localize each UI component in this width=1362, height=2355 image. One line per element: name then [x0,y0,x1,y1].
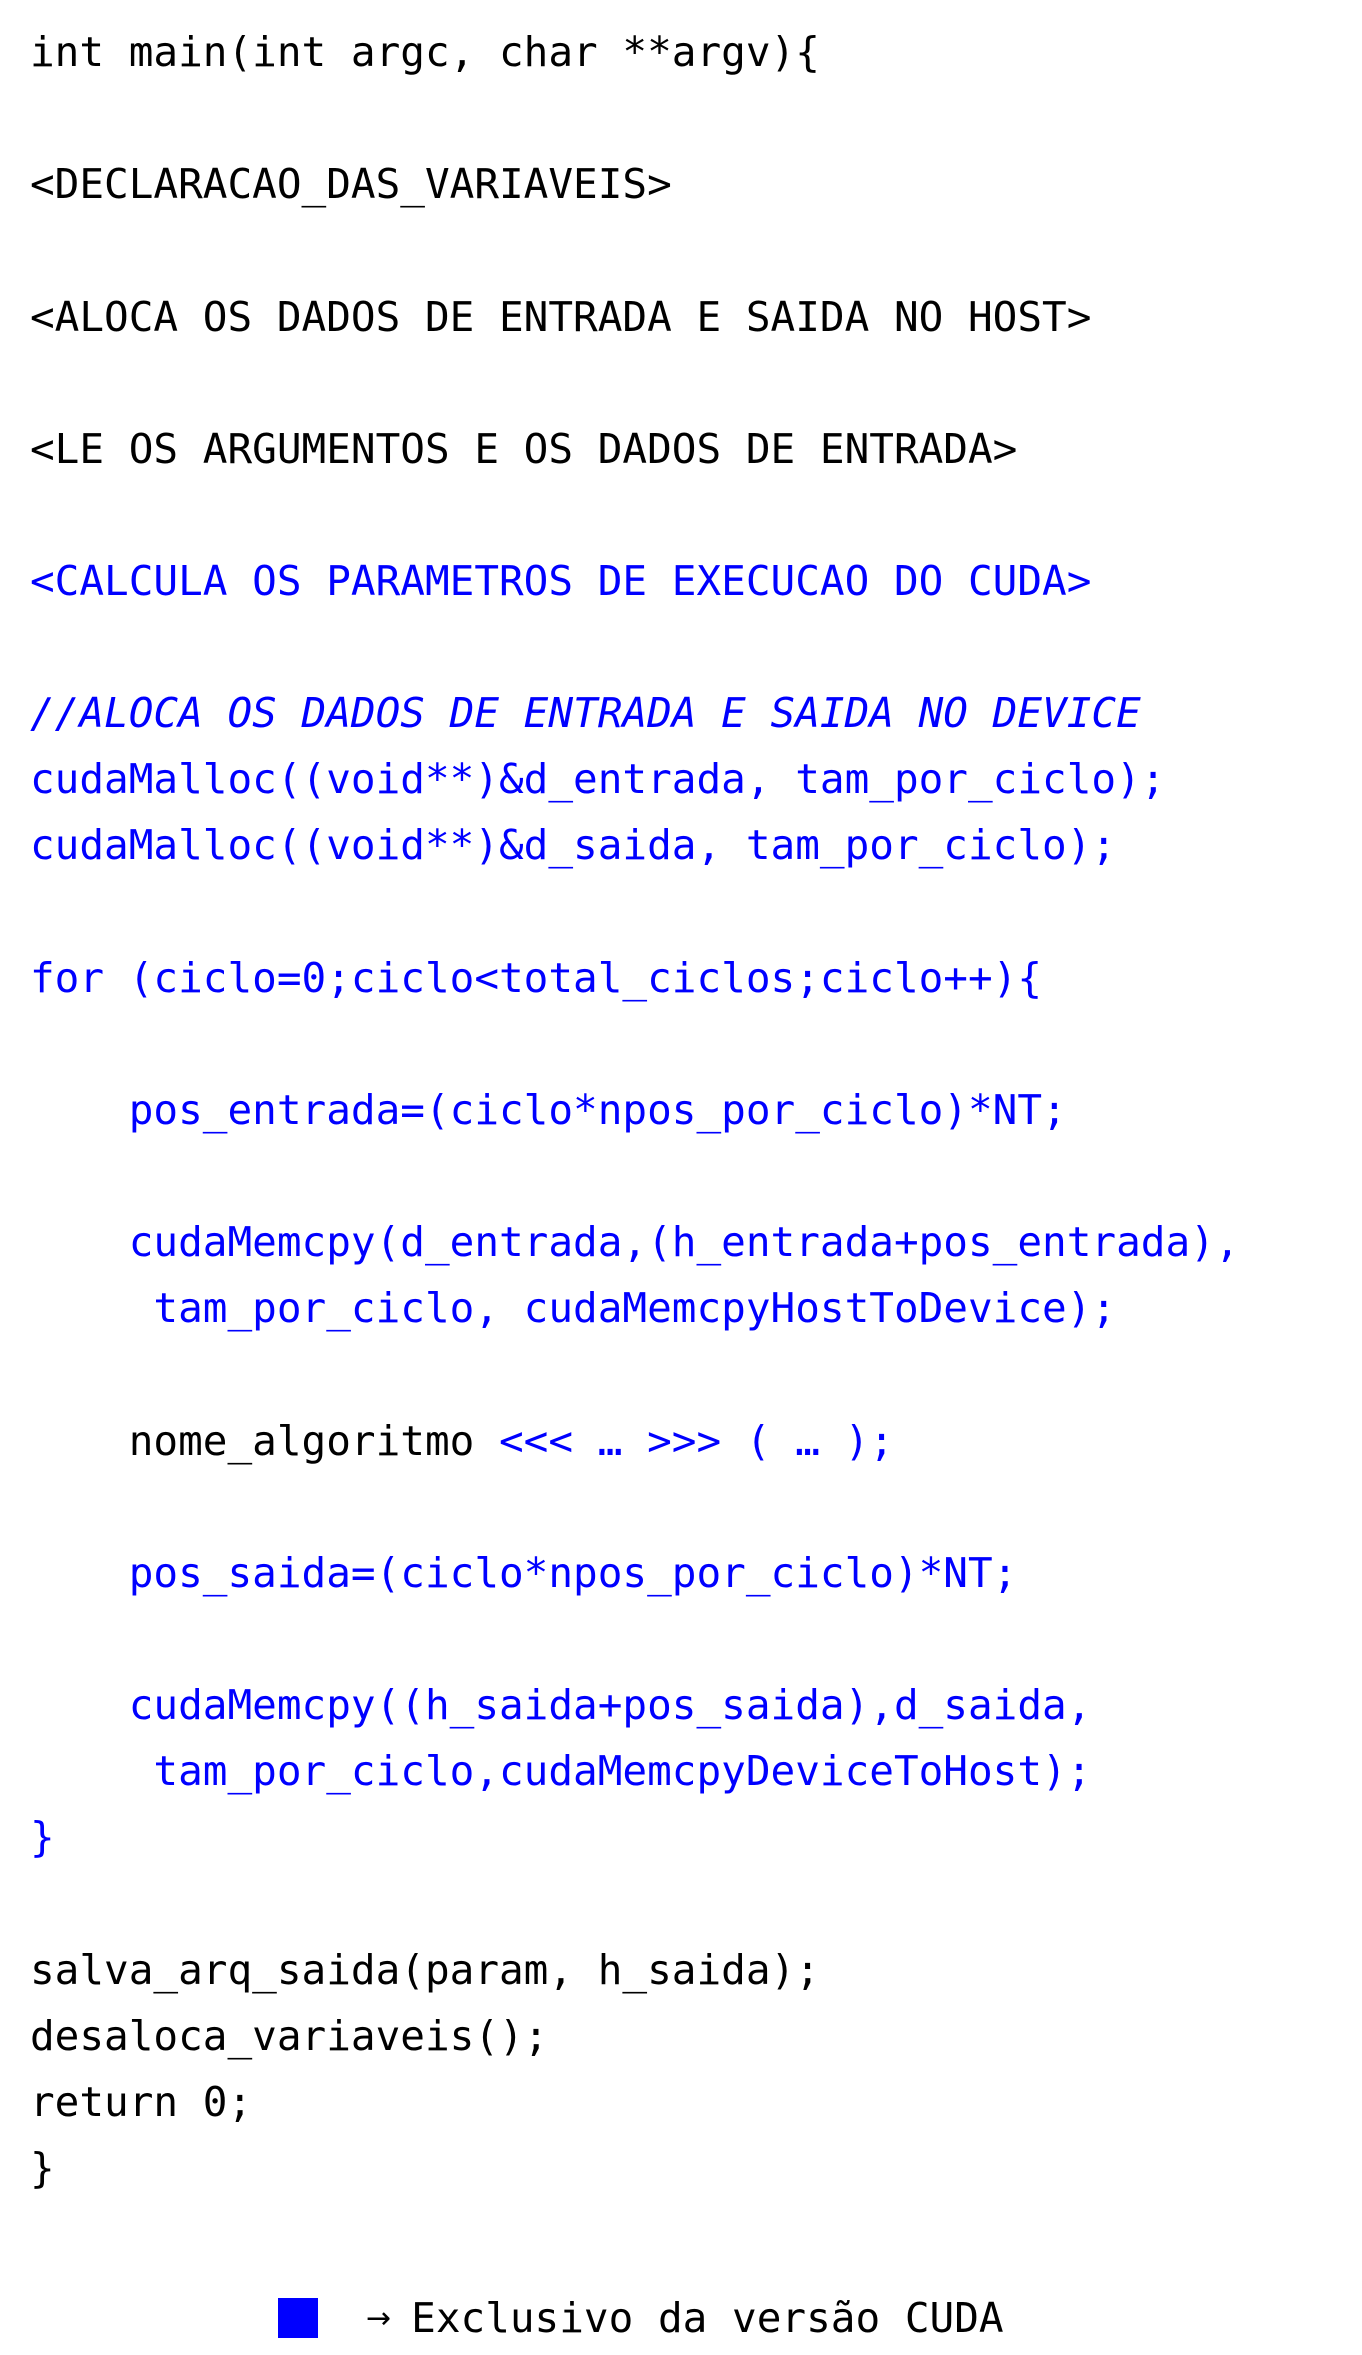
arrow-right-icon: → [366,2300,392,2336]
code-line-cudamemcpy-host-to-device: cudaMemcpy(d_entrada,(h_entrada+pos_entrada), [30,1218,1240,1266]
code-line-cudamemcpy-device-to-host-cont: tam_por_ciclo,cudaMemcpyDeviceToHost); [30,1747,1092,1795]
blue-square-icon [278,2298,318,2338]
code-line-calcula-parametros-cuda: <CALCULA OS PARAMETROS DE EXECUCAO DO CUDA> [30,557,1092,605]
kernel-name: nome_algoritmo [30,1417,499,1465]
code-line-desaloca-variaveis: desaloca_variaveis(); [30,2012,549,2060]
legend [278,2290,1004,2346]
code-line-declaracao-variaveis: <DECLARACAO_DAS_VARIAVEIS> [30,160,672,208]
code-line-cudamemcpy-device-to-host: cudaMemcpy((h_saida+pos_saida),d_saida, [30,1681,1092,1729]
code-line-main-close-brace: } [30,2144,55,2192]
code-line-cudamemcpy-host-to-device-cont: tam_por_ciclo, cudaMemcpyHostToDevice); [30,1284,1117,1332]
code-line-cudamalloc-saida: cudaMalloc((void**)&d_saida, tam_por_ciclo); [30,821,1117,869]
code-line-return: return 0; [30,2078,253,2126]
code-line-cudamalloc-entrada: cudaMalloc((void**)&d_entrada, tam_por_ciclo); [30,755,1166,803]
code-line-pos-entrada: pos_entrada=(ciclo*npos_por_ciclo)*NT; [30,1086,1067,1134]
code-line-aloca-host: <ALOCA OS DADOS DE ENTRADA E SAIDA NO HOST> [30,293,1092,341]
code-line-pos-saida: pos_saida=(ciclo*npos_por_ciclo)*NT; [30,1549,1018,1597]
code-line-le-argumentos: <LE OS ARGUMENTOS E OS DADOS DE ENTRADA> [30,425,1018,473]
kernel-launch-config: <<< … >>> ( … ); [499,1417,894,1465]
code-line-for-close-brace: } [30,1813,55,1861]
code-line-for-loop: for (ciclo=0;ciclo<total_ciclos;ciclo++){ [30,954,1043,1002]
code-line-kernel-launch [30,1413,894,1469]
code-comment-aloca-device: //ALOCA OS DADOS DE ENTRADA E SAIDA NO DEVICE [30,689,1141,737]
legend-label: Exclusivo da versão CUDA [411,2294,1004,2342]
code-line-main-signature: int main(int argc, char **argv){ [30,28,820,76]
code-line-salva-arq-saida: salva_arq_saida(param, h_saida); [30,1946,820,1994]
